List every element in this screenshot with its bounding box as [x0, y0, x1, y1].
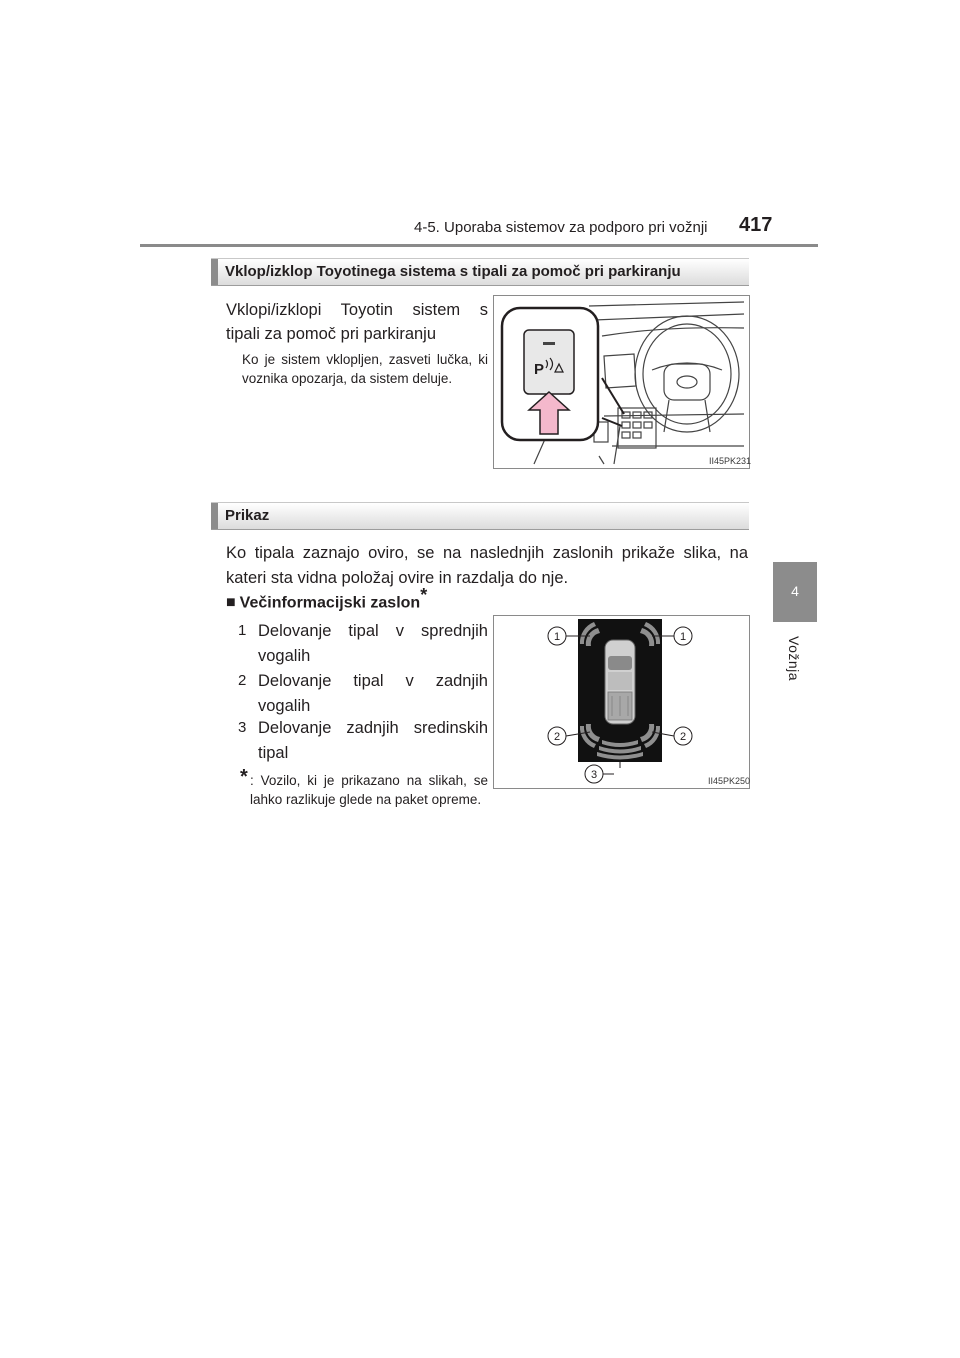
- subheading: [226, 585, 427, 612]
- figure-code: II45PK250: [708, 776, 751, 786]
- item-text: Delovanje tipal v zadnjih vogalih: [258, 672, 488, 715]
- running-header: 4-5. Uporaba sistemov za podporo pri vožnji: [414, 219, 708, 236]
- switch-p-label: P: [534, 361, 545, 378]
- asterisk-mark: *: [420, 585, 428, 605]
- footnote-asterisk: *: [240, 766, 248, 788]
- switch-instruction-line2: tipali za pomoč pri parkiranju: [226, 325, 437, 343]
- switch-figure: [493, 295, 750, 469]
- chapter-label: Vožnja: [786, 636, 802, 682]
- item-text: Delovanje tipal v sprednjih vogalih: [258, 622, 488, 665]
- chapter-tab: [773, 562, 817, 622]
- item-number: 1: [238, 622, 247, 639]
- footnote-text: : Vozilo, ki je prikazano na slikah, se lahko razlikuje glede na paket opreme.: [250, 773, 488, 807]
- item-number: 3: [238, 719, 247, 736]
- header-rule: [140, 244, 818, 247]
- subheading-text: Večinformacijski zaslon: [239, 594, 421, 612]
- display-paragraph: Ko tipala zaznajo oviro, se na naslednjih zaslonih prikaže slika, na kateri sta vidna položaj ovire in razdalja do nje.: [226, 544, 748, 587]
- item-number: 2: [238, 672, 247, 689]
- callout-label: 3: [590, 769, 598, 781]
- display-illustration: [494, 616, 749, 788]
- figure-code: II45PK231: [709, 456, 752, 466]
- dashboard-illustration: [494, 296, 752, 468]
- square-bullet-icon: ■: [226, 594, 236, 612]
- vehicle-icon: [605, 640, 635, 724]
- page-number: 417: [739, 214, 773, 236]
- callout-label: 2: [553, 731, 561, 743]
- heading-bar: [211, 259, 218, 285]
- section-heading-text: Prikaz: [225, 507, 270, 524]
- callout-label: 2: [679, 731, 687, 743]
- chapter-number: 4: [791, 583, 799, 599]
- display-figure: [493, 615, 750, 789]
- item-text: Delovanje zadnjih sredinskih tipal: [258, 719, 488, 762]
- switch-note: Ko je sistem vklopljen, zasveti lučka, ki voznika opozarja, da sistem deluje.: [242, 352, 488, 386]
- callout-label: 1: [679, 631, 687, 643]
- switch-instruction-line1: Vklopi/izklopi Toyotin sistem s: [226, 301, 488, 319]
- heading-bar: [211, 503, 218, 529]
- section-heading-display: [211, 502, 749, 530]
- callout-label: 1: [553, 631, 561, 643]
- section-heading-text: Vklop/izklop Toyotinega sistema s tipali za pomoč pri parkiranju: [225, 263, 681, 280]
- parking-sensor-switch: [524, 330, 574, 394]
- section-heading-switch: [211, 258, 749, 286]
